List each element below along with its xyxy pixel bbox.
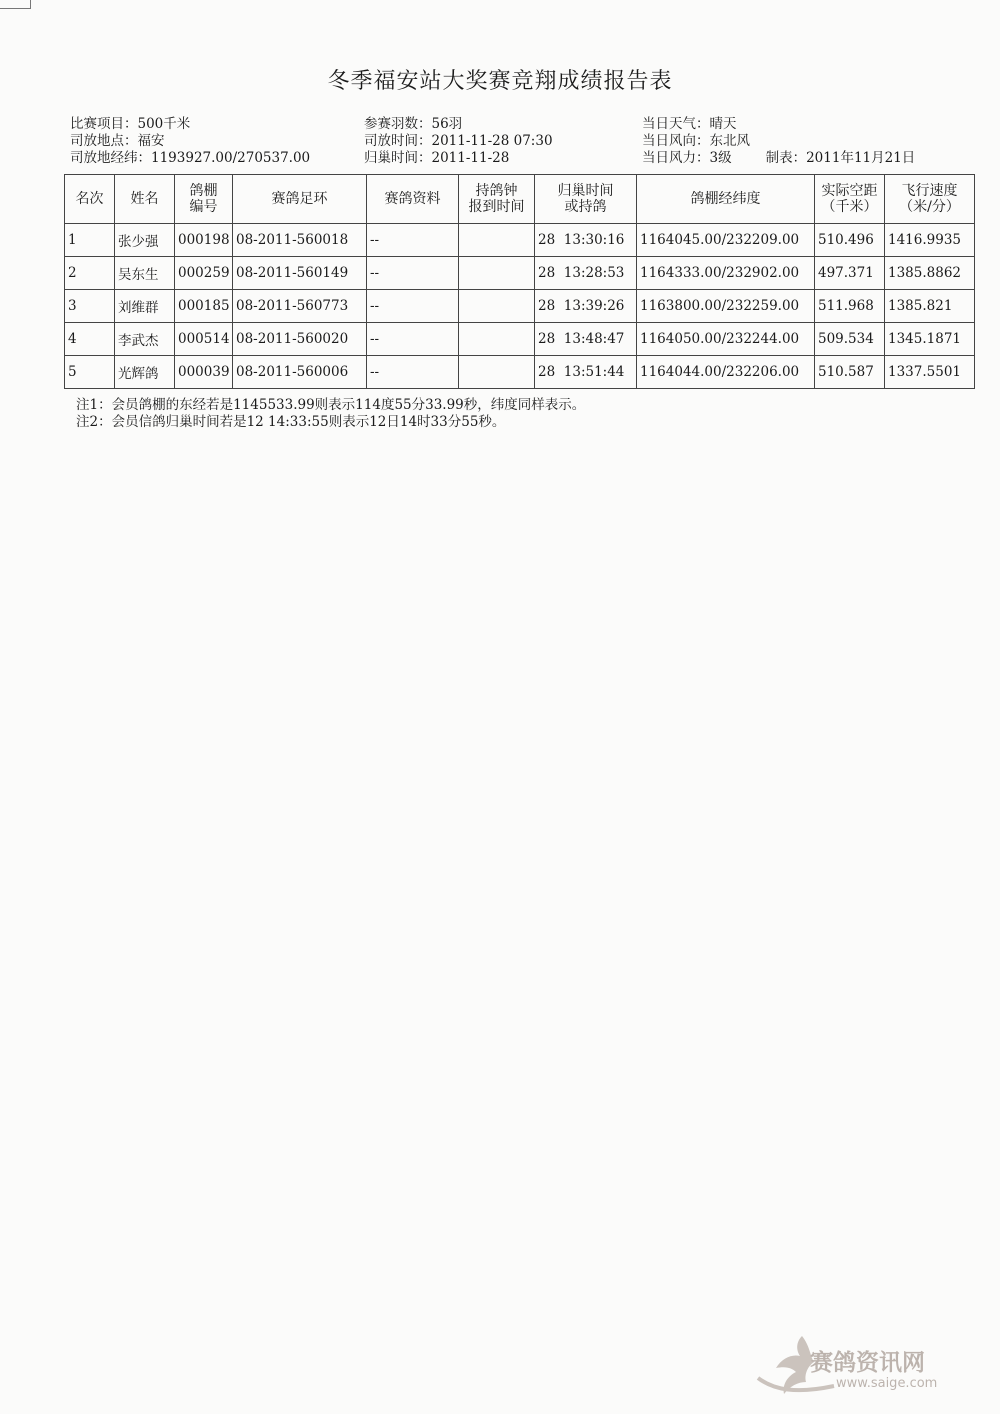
document-title: 冬季福安站大奖赛竞翔成绩报告表 bbox=[327, 69, 673, 94]
cell-loft-number: 000198 bbox=[175, 224, 233, 257]
release-time: 司放时间：2011-11-28 07:30 bbox=[364, 133, 553, 149]
made-date: 制表：2011年11月21日 bbox=[765, 150, 916, 166]
entry-count: 参赛羽数：56羽 bbox=[364, 116, 463, 132]
race-info-right bbox=[642, 116, 915, 167]
cell-clock-time bbox=[459, 356, 535, 389]
site-watermark bbox=[756, 1328, 966, 1400]
cell-speed: 1345.1871 bbox=[885, 323, 975, 356]
note-2: 注2：会员信鸽归巢时间若是12 14:33:55则表示12日14时33分55秒。 bbox=[76, 414, 506, 430]
release-location: 司放地点：福安 bbox=[70, 133, 165, 149]
note-1: 注1：会员鸽棚的东经若是1145533.99则表示114度55分33.99秒，纬度同样表示。 bbox=[76, 397, 586, 413]
header-name: 姓名 bbox=[115, 175, 175, 224]
header-clock-time: 持鸽钟 报到时间 bbox=[459, 175, 535, 224]
cell-return-time: 28 13:30:16 bbox=[535, 224, 637, 257]
cell-distance: 511.968 bbox=[815, 290, 885, 323]
cell-clock-time bbox=[459, 323, 535, 356]
cell-rank: 3 bbox=[65, 290, 115, 323]
cell-loft-coordinates: 1164045.00/232209.00 bbox=[637, 224, 815, 257]
header-pigeon-info: 赛鸽资料 bbox=[367, 175, 459, 224]
watermark-url: www.saige.com bbox=[836, 1376, 938, 1391]
header-speed: 飞行速度 （米/分） bbox=[885, 175, 975, 224]
cell-return-time: 28 13:48:47 bbox=[535, 323, 637, 356]
cell-loft-coordinates: 1164333.00/232902.00 bbox=[637, 257, 815, 290]
cell-loft-coordinates: 1163800.00/232259.00 bbox=[637, 290, 815, 323]
table-row bbox=[65, 290, 975, 323]
scan-corner-mark bbox=[0, 0, 31, 9]
cell-rank: 2 bbox=[65, 257, 115, 290]
cell-pigeon-info: -- bbox=[367, 224, 459, 257]
cell-distance: 510.496 bbox=[815, 224, 885, 257]
cell-name: 李武杰 bbox=[115, 323, 175, 356]
cell-rank: 5 bbox=[65, 356, 115, 389]
cell-pigeon-info: -- bbox=[367, 290, 459, 323]
cell-loft-coordinates: 1164044.00/232206.00 bbox=[637, 356, 815, 389]
cell-loft-number: 000514 bbox=[175, 323, 233, 356]
cell-speed: 1337.5501 bbox=[885, 356, 975, 389]
cell-speed: 1385.821 bbox=[885, 290, 975, 323]
cell-pigeon-info: -- bbox=[367, 356, 459, 389]
race-info-left bbox=[70, 116, 310, 167]
race-info-middle bbox=[364, 116, 553, 167]
return-date: 归巢时间：2011-11-28 bbox=[364, 150, 510, 166]
cell-rank: 4 bbox=[65, 323, 115, 356]
cell-name: 刘维群 bbox=[115, 290, 175, 323]
cell-clock-time bbox=[459, 257, 535, 290]
header-distance: 实际空距 （千米） bbox=[815, 175, 885, 224]
table-row bbox=[65, 356, 975, 389]
cell-speed: 1385.8862 bbox=[885, 257, 975, 290]
table-row bbox=[65, 257, 975, 290]
cell-distance: 497.371 bbox=[815, 257, 885, 290]
cell-loft-number: 000259 bbox=[175, 257, 233, 290]
weather: 当日天气：晴天 bbox=[642, 116, 737, 132]
cell-loft-coordinates: 1164050.00/232244.00 bbox=[637, 323, 815, 356]
cell-leg-ring: 08-2011-560020 bbox=[233, 323, 367, 356]
cell-speed: 1416.9935 bbox=[885, 224, 975, 257]
results-table bbox=[64, 174, 975, 389]
cell-rank: 1 bbox=[65, 224, 115, 257]
header-leg-ring: 赛鸽足环 bbox=[233, 175, 367, 224]
cell-leg-ring: 08-2011-560006 bbox=[233, 356, 367, 389]
wind-force: 当日风力：3级 bbox=[642, 150, 732, 166]
cell-clock-time bbox=[459, 224, 535, 257]
header-loft-number: 鸽棚 编号 bbox=[175, 175, 233, 224]
cell-return-time: 28 13:39:26 bbox=[535, 290, 637, 323]
cell-name: 张少强 bbox=[115, 224, 175, 257]
header-return-time: 归巢时间 或持鸽 bbox=[535, 175, 637, 224]
cell-return-time: 28 13:51:44 bbox=[535, 356, 637, 389]
cell-name: 吴东生 bbox=[115, 257, 175, 290]
cell-distance: 509.534 bbox=[815, 323, 885, 356]
notes bbox=[76, 397, 585, 431]
table-body bbox=[65, 224, 975, 389]
race-distance: 比赛项目：500千米 bbox=[70, 116, 191, 132]
cell-distance: 510.587 bbox=[815, 356, 885, 389]
cell-return-time: 28 13:28:53 bbox=[535, 257, 637, 290]
cell-loft-number: 000039 bbox=[175, 356, 233, 389]
wind-force-row bbox=[642, 150, 915, 167]
release-coordinates: 司放地经纬：1193927.00/270537.00 bbox=[70, 150, 311, 166]
table-row bbox=[65, 323, 975, 356]
cell-leg-ring: 08-2011-560773 bbox=[233, 290, 367, 323]
cell-clock-time bbox=[459, 290, 535, 323]
cell-name: 光辉鸽 bbox=[115, 356, 175, 389]
cell-leg-ring: 08-2011-560018 bbox=[233, 224, 367, 257]
cell-pigeon-info: -- bbox=[367, 323, 459, 356]
cell-pigeon-info: -- bbox=[367, 257, 459, 290]
header-loft-coordinates: 鸽棚经纬度 bbox=[637, 175, 815, 224]
wind-direction: 当日风向：东北风 bbox=[642, 133, 750, 149]
table-header-row bbox=[65, 175, 975, 224]
watermark-text: 赛鸽资讯网 bbox=[810, 1350, 925, 1376]
cell-leg-ring: 08-2011-560149 bbox=[233, 257, 367, 290]
cell-loft-number: 000185 bbox=[175, 290, 233, 323]
table-row bbox=[65, 224, 975, 257]
header-rank: 名次 bbox=[65, 175, 115, 224]
